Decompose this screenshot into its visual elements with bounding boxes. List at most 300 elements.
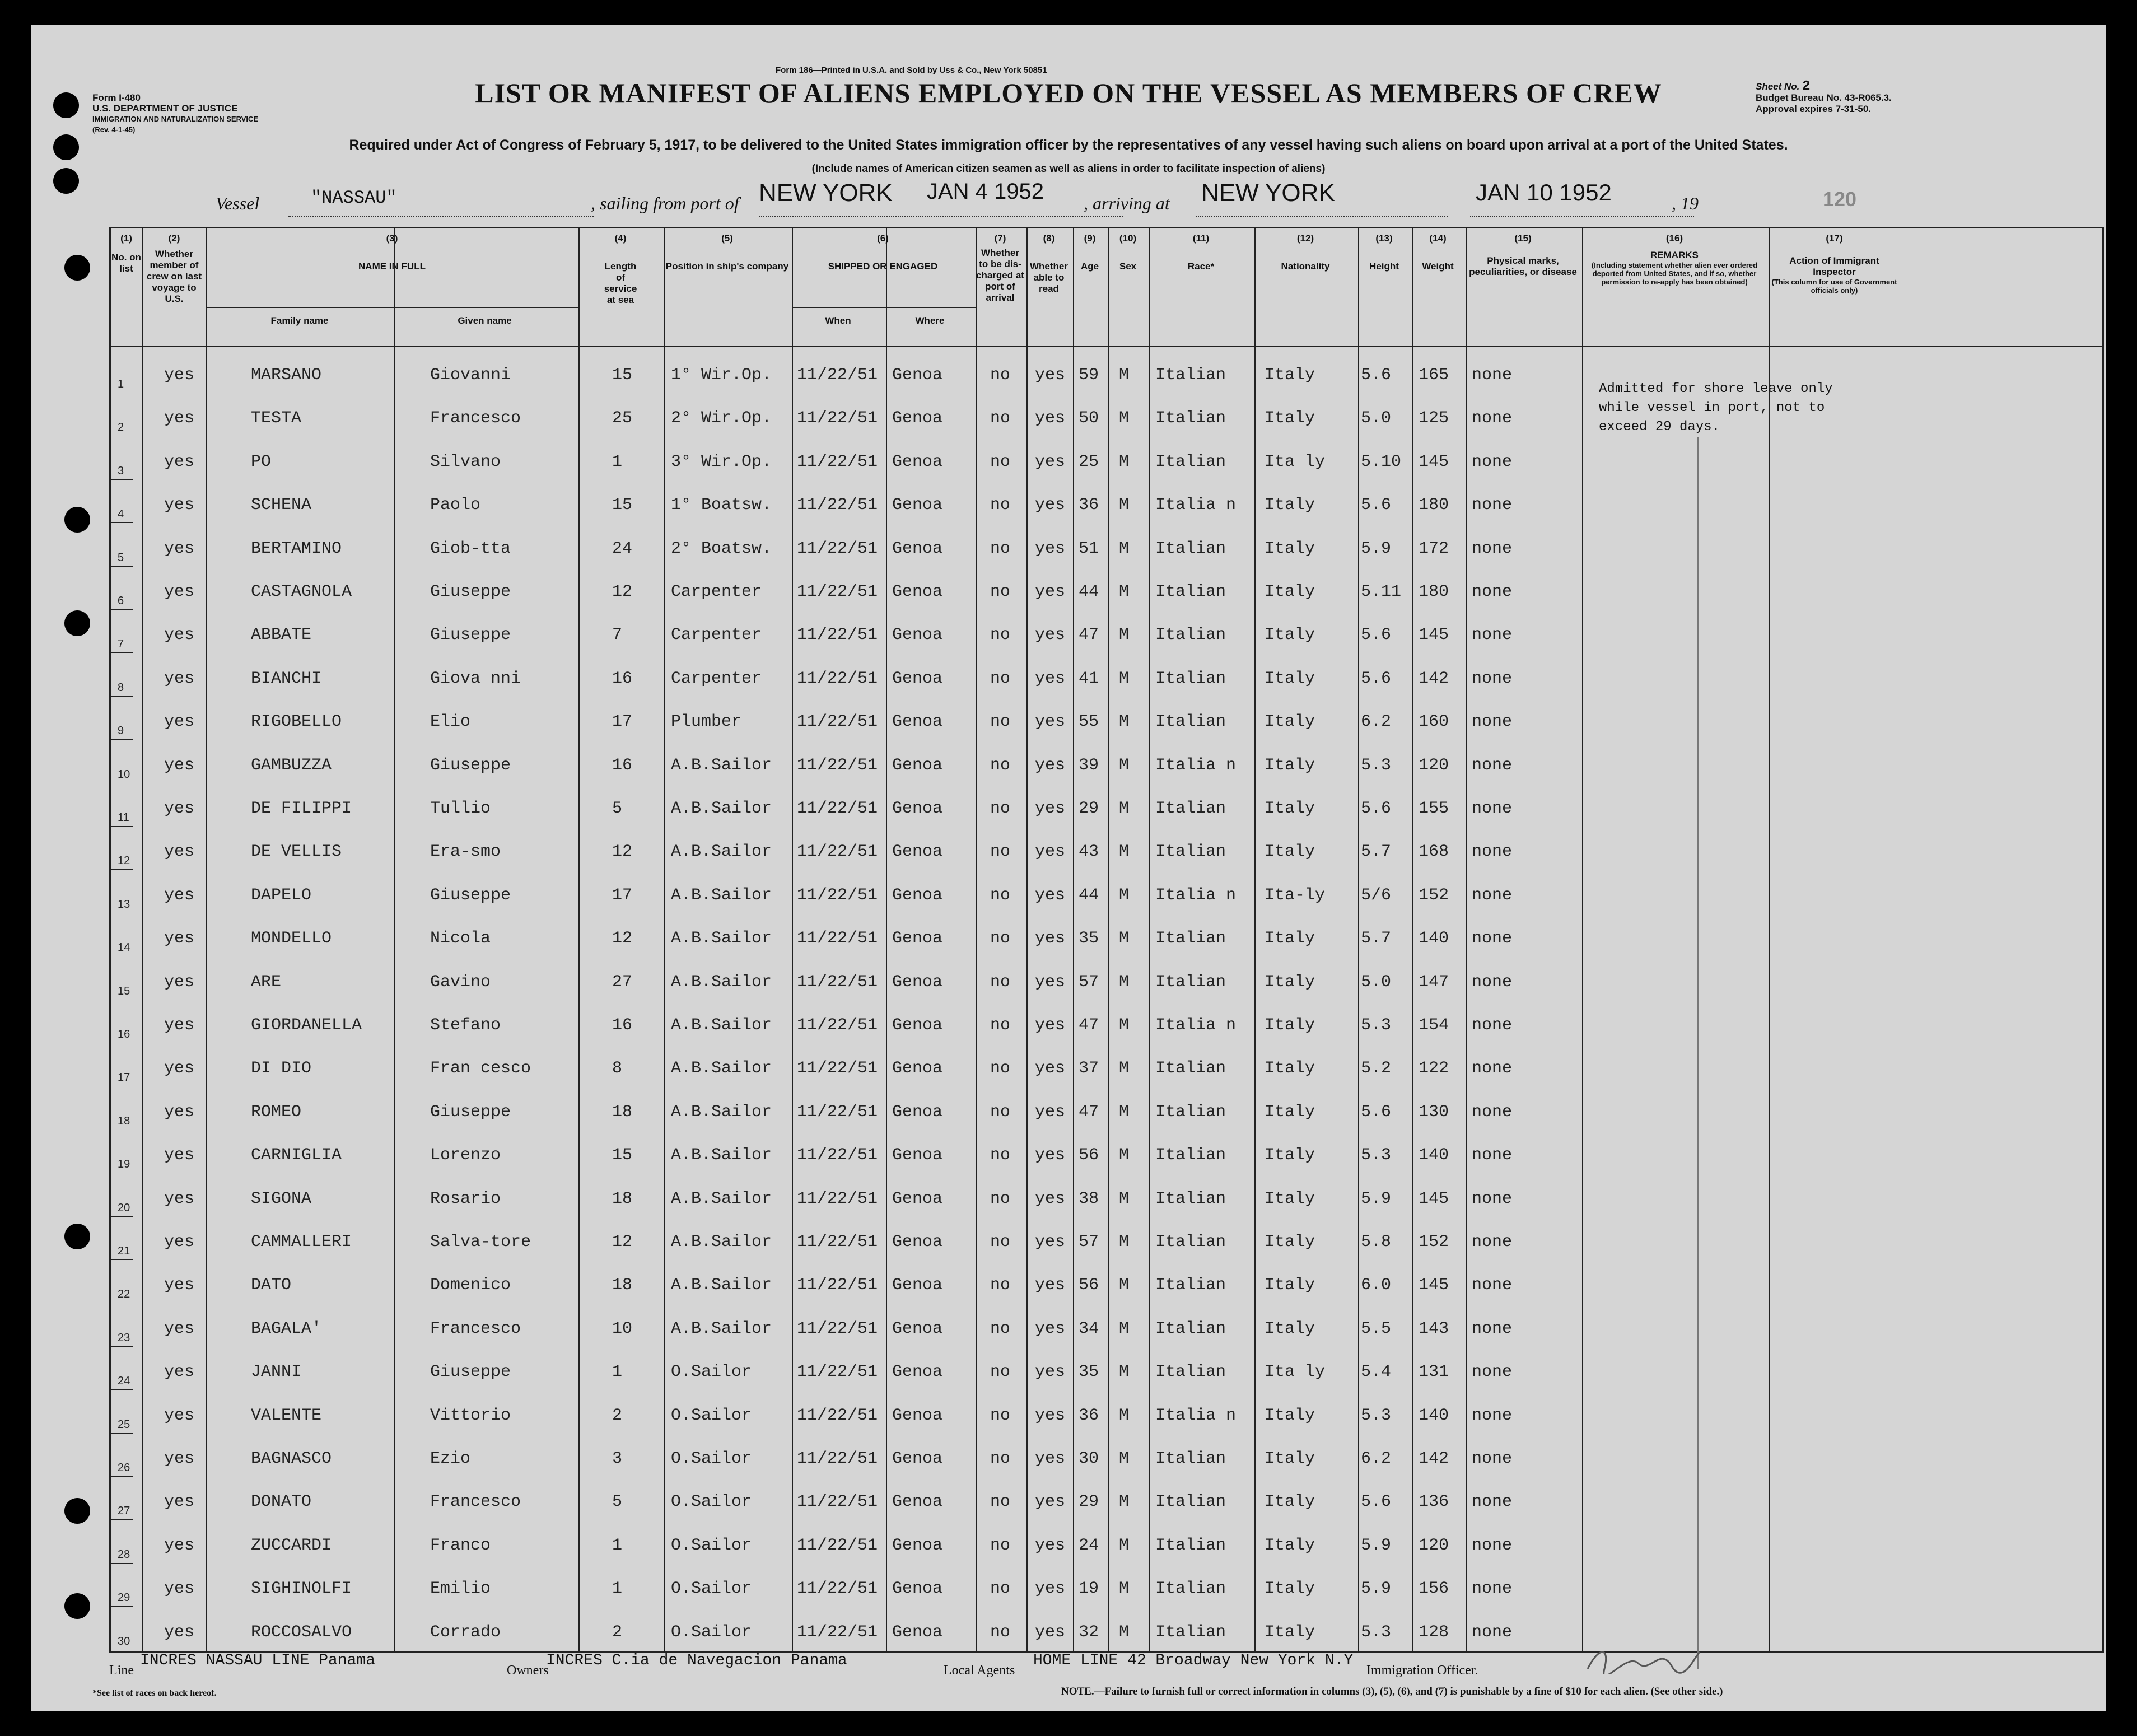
cell-family: MONDELLO <box>251 929 332 949</box>
cell-discharge: no <box>990 1016 1011 1035</box>
cell-when: 11/22/51 <box>797 582 878 601</box>
cell-race: Italian <box>1155 1319 1226 1338</box>
cell-height: 5.8 <box>1361 1233 1392 1252</box>
cell-given: Emilio <box>430 1579 491 1599</box>
cell-where: Genoa <box>892 539 943 558</box>
cell-crew: yes <box>164 1406 195 1425</box>
cell-given: Francesco <box>430 409 521 428</box>
cell-family: ROMEO <box>251 1102 302 1122</box>
row-number-rule <box>111 609 133 610</box>
cell-when: 11/22/51 <box>797 929 878 949</box>
cell-service: 2 <box>612 1622 623 1642</box>
cell-read: yes <box>1035 1059 1066 1079</box>
cell-read: yes <box>1035 929 1066 949</box>
cell-where: Genoa <box>892 582 943 601</box>
cell-age: 56 <box>1079 1276 1099 1295</box>
cell-discharge: no <box>990 1449 1011 1468</box>
cell-height: 5.6 <box>1361 1102 1392 1122</box>
cell-race: Italian <box>1155 582 1226 601</box>
cell-age: 34 <box>1079 1319 1099 1338</box>
cell-where: Genoa <box>892 1406 943 1425</box>
cell-sex: M <box>1119 1016 1130 1035</box>
given-name-header: Given name <box>458 315 512 326</box>
cell-when: 11/22/51 <box>797 1362 878 1382</box>
cell-race: Italian <box>1155 409 1226 428</box>
cell-given: Giuseppe <box>430 582 511 601</box>
cell-age: 50 <box>1079 409 1099 428</box>
cell-where: Genoa <box>892 1276 943 1295</box>
cell-sex: M <box>1119 539 1130 558</box>
row-number: 12 <box>118 855 130 867</box>
cell-marks: none <box>1472 1319 1513 1338</box>
cell-height: 6.2 <box>1361 712 1392 732</box>
cell-read: yes <box>1035 1276 1066 1295</box>
column-rule <box>1254 228 1256 1651</box>
row-number: 26 <box>118 1462 130 1474</box>
row-number: 24 <box>118 1375 130 1388</box>
cell-service: 1 <box>612 1536 623 1555</box>
column-rule <box>886 228 887 1651</box>
cell-given: Giuseppe <box>430 1362 511 1382</box>
cell-sex: M <box>1119 799 1130 818</box>
cell-service: 25 <box>612 409 633 428</box>
from-port: NEW YORK <box>759 179 893 207</box>
cell-crew: yes <box>164 799 195 818</box>
cell-family: ABBATE <box>251 626 312 645</box>
cell-sex: M <box>1119 1276 1130 1295</box>
cell-height: 5.9 <box>1361 1189 1392 1208</box>
col-8-header: (8) Whether able to read <box>1030 233 1068 294</box>
row-number-rule <box>111 522 133 523</box>
cell-height: 5.0 <box>1361 972 1392 992</box>
cell-race: Italia n <box>1155 1016 1237 1035</box>
cell-crew: yes <box>164 755 195 775</box>
cell-height: 6.2 <box>1361 1449 1392 1468</box>
cell-weight: 140 <box>1419 1146 1449 1165</box>
cell-race: Italian <box>1155 1102 1226 1122</box>
cell-age: 35 <box>1079 929 1099 949</box>
cell-where: Genoa <box>892 799 943 818</box>
cell-given: Silvano <box>430 452 501 472</box>
cell-crew: yes <box>164 1362 195 1382</box>
when-header: When <box>825 315 851 326</box>
cell-weight: 152 <box>1419 885 1449 905</box>
binder-hole <box>64 1224 90 1249</box>
binder-hole <box>64 507 90 533</box>
cell-position: O.Sailor <box>671 1536 752 1555</box>
cell-read: yes <box>1035 1406 1066 1425</box>
row-number-rule <box>111 696 133 697</box>
cell-nationality: Italy <box>1265 626 1315 645</box>
cell-marks: none <box>1472 409 1513 428</box>
cell-position: A.B.Sailor <box>671 885 772 905</box>
cell-where: Genoa <box>892 1189 943 1208</box>
cell-when: 11/22/51 <box>797 972 878 992</box>
cell-marks: none <box>1472 1016 1513 1035</box>
cell-height: 5.9 <box>1361 1579 1392 1599</box>
cell-discharge: no <box>990 1189 1011 1208</box>
row-number: 3 <box>118 464 124 477</box>
row-number: 6 <box>118 595 124 607</box>
row-number-rule <box>111 566 133 567</box>
cell-height: 5.6 <box>1361 799 1392 818</box>
column-rule <box>1108 228 1109 1651</box>
printed-note: Form 186—Printed in U.S.A. and Sold by Uss & Co., New York 50851 <box>776 66 1047 75</box>
cell-height: 5.9 <box>1361 539 1392 558</box>
cell-family: DATO <box>251 1276 292 1295</box>
cell-height: 5.10 <box>1361 452 1402 472</box>
row-number: 2 <box>118 421 124 434</box>
cell-read: yes <box>1035 409 1066 428</box>
cell-discharge: no <box>990 799 1011 818</box>
cell-weight: 122 <box>1419 1059 1449 1079</box>
cell-service: 15 <box>612 1146 633 1165</box>
line-value: INCRES NASSAU LINE Panama <box>140 1652 376 1669</box>
row-number-rule <box>111 1259 133 1260</box>
vessel-label: Vessel <box>216 193 260 213</box>
cell-height: 5.6 <box>1361 1492 1392 1512</box>
cell-family: GIORDANELLA <box>251 1016 362 1035</box>
cell-nationality: Italy <box>1265 1579 1315 1599</box>
cell-sex: M <box>1119 582 1130 601</box>
cell-nationality: Ita ly <box>1265 1362 1326 1382</box>
column-rule <box>976 228 977 1651</box>
cell-where: Genoa <box>892 1233 943 1252</box>
cell-weight: 147 <box>1419 972 1449 992</box>
year-stamp: 120 <box>1823 188 1857 211</box>
column-rule <box>578 228 580 1651</box>
row-number: 20 <box>118 1201 130 1214</box>
cell-where: Genoa <box>892 496 943 515</box>
cell-position: Carpenter <box>671 626 762 645</box>
cell-crew: yes <box>164 1449 195 1468</box>
cell-when: 11/22/51 <box>797 1536 878 1555</box>
cell-race: Italian <box>1155 1492 1226 1512</box>
row-number-rule <box>111 869 133 870</box>
cell-age: 36 <box>1079 1406 1099 1425</box>
cell-marks: none <box>1472 1146 1513 1165</box>
cell-height: 6.0 <box>1361 1276 1392 1295</box>
cell-discharge: no <box>990 1406 1011 1425</box>
cell-nationality: Italy <box>1265 712 1315 732</box>
cell-where: Genoa <box>892 1536 943 1555</box>
cell-height: 5.6 <box>1361 626 1392 645</box>
cell-where: Genoa <box>892 842 943 862</box>
cell-service: 17 <box>612 885 633 905</box>
row-number: 30 <box>118 1635 130 1648</box>
cell-given: Domenico <box>430 1276 511 1295</box>
cell-when: 11/22/51 <box>797 1189 878 1208</box>
row-number: 10 <box>118 768 130 781</box>
cell-marks: none <box>1472 929 1513 949</box>
cell-age: 51 <box>1079 539 1099 558</box>
cell-read: yes <box>1035 1449 1066 1468</box>
cell-service: 1 <box>612 452 623 472</box>
row-number: 5 <box>118 551 124 564</box>
cell-service: 12 <box>612 929 633 949</box>
cell-crew: yes <box>164 1319 195 1338</box>
sheet-number: 2 <box>1802 79 1811 94</box>
cell-race: Italian <box>1155 1233 1226 1252</box>
row-number: 18 <box>118 1114 130 1127</box>
cell-age: 38 <box>1079 1189 1099 1208</box>
cell-crew: yes <box>164 972 195 992</box>
cell-given: Tullio <box>430 799 491 818</box>
cell-service: 17 <box>612 712 633 732</box>
cell-age: 32 <box>1079 1622 1099 1642</box>
manifest-sheet <box>31 25 2106 1711</box>
col-11-header: (11) Race* <box>1187 233 1215 272</box>
cell-discharge: no <box>990 1276 1011 1295</box>
cell-marks: none <box>1472 885 1513 905</box>
agents-label: Local Agents <box>944 1663 1015 1678</box>
cell-read: yes <box>1035 755 1066 775</box>
cell-weight: 140 <box>1419 929 1449 949</box>
column-rule <box>1149 228 1150 1651</box>
cell-family: CAMMALLERI <box>251 1233 352 1252</box>
cell-family: BIANCHI <box>251 669 322 688</box>
cell-given: Giuseppe <box>430 1102 511 1122</box>
col-4-header: (4) Length of service at sea <box>604 233 637 305</box>
cell-where: Genoa <box>892 1362 943 1382</box>
cell-weight: 165 <box>1419 366 1449 385</box>
cell-read: yes <box>1035 582 1066 601</box>
cell-read: yes <box>1035 1146 1066 1165</box>
cell-given: Nicola <box>430 929 491 949</box>
cell-service: 16 <box>612 755 633 775</box>
cell-nationality: Italy <box>1265 1406 1315 1425</box>
row-number: 27 <box>118 1505 130 1518</box>
act-statement: Required under Act of Congress of February 5, 1917, to be delivered to the United States immigration officer by the representatives of any vessel having such aliens on board upon arrival at a port of the United States. <box>349 137 1788 153</box>
row-number: 8 <box>118 681 124 694</box>
cell-given: Elio <box>430 712 471 732</box>
cell-read: yes <box>1035 1579 1066 1599</box>
cell-position: A.B.Sailor <box>671 1059 772 1079</box>
cell-where: Genoa <box>892 409 943 428</box>
cell-given: Corrado <box>430 1622 501 1642</box>
cell-nationality: Italy <box>1265 1189 1315 1208</box>
cell-sex: M <box>1119 1492 1130 1512</box>
cell-marks: none <box>1472 496 1513 515</box>
cell-read: yes <box>1035 1016 1066 1035</box>
cell-marks: none <box>1472 1102 1513 1122</box>
cell-race: Italian <box>1155 1449 1226 1468</box>
column-rule <box>142 228 143 1651</box>
cell-when: 11/22/51 <box>797 1449 878 1468</box>
owners-label: Owners <box>507 1663 549 1678</box>
cell-marks: none <box>1472 1059 1513 1079</box>
cell-when: 11/22/51 <box>797 712 878 732</box>
sheet-label: Sheet No. <box>1756 81 1800 92</box>
cell-service: 1 <box>612 1579 623 1599</box>
cell-read: yes <box>1035 496 1066 515</box>
cell-race: Italia n <box>1155 1406 1237 1425</box>
cell-age: 43 <box>1079 842 1099 862</box>
cell-weight: 152 <box>1419 1233 1449 1252</box>
cell-age: 24 <box>1079 1536 1099 1555</box>
cell-sex: M <box>1119 1102 1130 1122</box>
cell-position: Plumber <box>671 712 742 732</box>
cell-race: Italian <box>1155 669 1226 688</box>
cell-family: MARSANO <box>251 366 322 385</box>
cell-read: yes <box>1035 1536 1066 1555</box>
cell-age: 37 <box>1079 1059 1099 1079</box>
cell-weight: 168 <box>1419 842 1449 862</box>
column-rule <box>1466 228 1467 1651</box>
row-number: 28 <box>118 1548 130 1561</box>
cell-race: Italia n <box>1155 755 1237 775</box>
cell-family: CARNIGLIA <box>251 1146 342 1165</box>
line-label: Line <box>109 1663 134 1678</box>
cell-when: 11/22/51 <box>797 1276 878 1295</box>
cell-marks: none <box>1472 669 1513 688</box>
cell-when: 11/22/51 <box>797 539 878 558</box>
cell-weight: 156 <box>1419 1579 1449 1599</box>
cell-race: Italian <box>1155 1146 1226 1165</box>
cell-sex: M <box>1119 842 1130 862</box>
cell-weight: 131 <box>1419 1362 1449 1382</box>
cell-sex: M <box>1119 929 1130 949</box>
cell-position: O.Sailor <box>671 1362 752 1382</box>
cell-nationality: Ita ly <box>1265 452 1326 472</box>
cell-read: yes <box>1035 885 1066 905</box>
cell-weight: 136 <box>1419 1492 1449 1512</box>
cell-weight: 120 <box>1419 755 1449 775</box>
binder-hole <box>64 610 90 636</box>
cell-when: 11/22/51 <box>797 1406 878 1425</box>
cell-weight: 140 <box>1419 1406 1449 1425</box>
cell-nationality: Italy <box>1265 366 1315 385</box>
arrival-underline <box>1196 216 1448 217</box>
cell-family: SIGHINOLFI <box>251 1579 352 1599</box>
cell-family: TESTA <box>251 409 302 428</box>
cell-marks: none <box>1472 582 1513 601</box>
cell-read: yes <box>1035 669 1066 688</box>
where-header: Where <box>915 315 945 326</box>
cell-position: Carpenter <box>671 582 762 601</box>
cell-discharge: no <box>990 1362 1011 1382</box>
row-number: 7 <box>118 638 124 651</box>
cell-position: O.Sailor <box>671 1449 752 1468</box>
cell-height: 5.6 <box>1361 669 1392 688</box>
sail-date: JAN 4 1952 <box>927 179 1044 204</box>
cell-discharge: no <box>990 1492 1011 1512</box>
header-rule <box>111 346 2102 347</box>
cell-service: 15 <box>612 496 633 515</box>
cell-given: Giob-tta <box>430 539 511 558</box>
cell-position: A.B.Sailor <box>671 1276 772 1295</box>
cell-weight: 142 <box>1419 1449 1449 1468</box>
binder-hole <box>64 1593 90 1619</box>
cell-marks: none <box>1472 1189 1513 1208</box>
cell-sex: M <box>1119 1449 1130 1468</box>
cell-position: 1° Wir.Op. <box>671 366 772 385</box>
cell-where: Genoa <box>892 452 943 472</box>
row-number-rule <box>111 1433 133 1434</box>
cell-service: 3 <box>612 1449 623 1468</box>
sailing-label: , sailing from port of <box>591 193 739 213</box>
crew-table <box>109 227 2104 1653</box>
row-number: 29 <box>118 1592 130 1604</box>
cell-read: yes <box>1035 626 1066 645</box>
column-rule <box>1769 228 1770 1651</box>
cell-when: 11/22/51 <box>797 885 878 905</box>
cell-family: SCHENA <box>251 496 312 515</box>
cell-nationality: Italy <box>1265 539 1315 558</box>
cell-position: A.B.Sailor <box>671 972 772 992</box>
cell-when: 11/22/51 <box>797 1016 878 1035</box>
cell-marks: none <box>1472 366 1513 385</box>
row-number: 9 <box>118 725 124 738</box>
row-number: 22 <box>118 1288 130 1301</box>
cell-where: Genoa <box>892 885 943 905</box>
col-9-header: (9) Age <box>1080 233 1099 272</box>
cell-family: ZUCCARDI <box>251 1536 332 1555</box>
cell-read: yes <box>1035 1362 1066 1382</box>
cell-crew: yes <box>164 366 195 385</box>
cell-when: 11/22/51 <box>797 1579 878 1599</box>
cell-age: 44 <box>1079 582 1099 601</box>
cell-crew: yes <box>164 496 195 515</box>
cell-position: 3° Wir.Op. <box>671 452 772 472</box>
row-number-rule <box>111 1389 133 1390</box>
cell-family: ARE <box>251 972 282 992</box>
cell-age: 35 <box>1079 1362 1099 1382</box>
cell-marks: none <box>1472 452 1513 472</box>
cell-read: yes <box>1035 539 1066 558</box>
cell-when: 11/22/51 <box>797 1492 878 1512</box>
cell-nationality: Italy <box>1265 1233 1315 1252</box>
row-number-rule <box>111 1563 133 1564</box>
cell-marks: none <box>1472 1362 1513 1382</box>
cell-sex: M <box>1119 1146 1130 1165</box>
cell-height: 5.11 <box>1361 582 1402 601</box>
binder-hole <box>64 255 90 281</box>
cell-discharge: no <box>990 669 1011 688</box>
col-7-header: (7) Whether to be dis-charged at port of arrival <box>976 233 1024 303</box>
cell-where: Genoa <box>892 669 943 688</box>
cell-crew: yes <box>164 1492 195 1512</box>
cell-weight: 130 <box>1419 1102 1449 1122</box>
cell-position: O.Sailor <box>671 1622 752 1642</box>
cell-race: Italian <box>1155 972 1226 992</box>
cell-discharge: no <box>990 1233 1011 1252</box>
cell-position: A.B.Sailor <box>671 755 772 775</box>
cell-sex: M <box>1119 1319 1130 1338</box>
cell-family: BAGALA' <box>251 1319 322 1338</box>
cell-race: Italia n <box>1155 496 1237 515</box>
cell-family: BERTAMINO <box>251 539 342 558</box>
cell-weight: 172 <box>1419 539 1449 558</box>
agents-value: HOME LINE 42 Broadway New York N.Y <box>1033 1652 1354 1669</box>
date-underline <box>1470 216 1694 217</box>
cell-family: SIGONA <box>251 1189 312 1208</box>
cell-crew: yes <box>164 1579 195 1599</box>
cell-marks: none <box>1472 1492 1513 1512</box>
department-name: U.S. DEPARTMENT OF JUSTICE <box>92 103 238 114</box>
cell-where: Genoa <box>892 1579 943 1599</box>
cell-service: 12 <box>612 1233 633 1252</box>
cell-height: 5.3 <box>1361 755 1392 775</box>
cell-service: 5 <box>612 799 623 818</box>
column-rule <box>1026 228 1028 1651</box>
sheet-info <box>1756 81 1892 115</box>
header-rule <box>792 307 976 308</box>
cell-when: 11/22/51 <box>797 366 878 385</box>
cell-sex: M <box>1119 366 1130 385</box>
column-rule <box>792 228 793 1651</box>
cell-height: 5/6 <box>1361 885 1392 905</box>
